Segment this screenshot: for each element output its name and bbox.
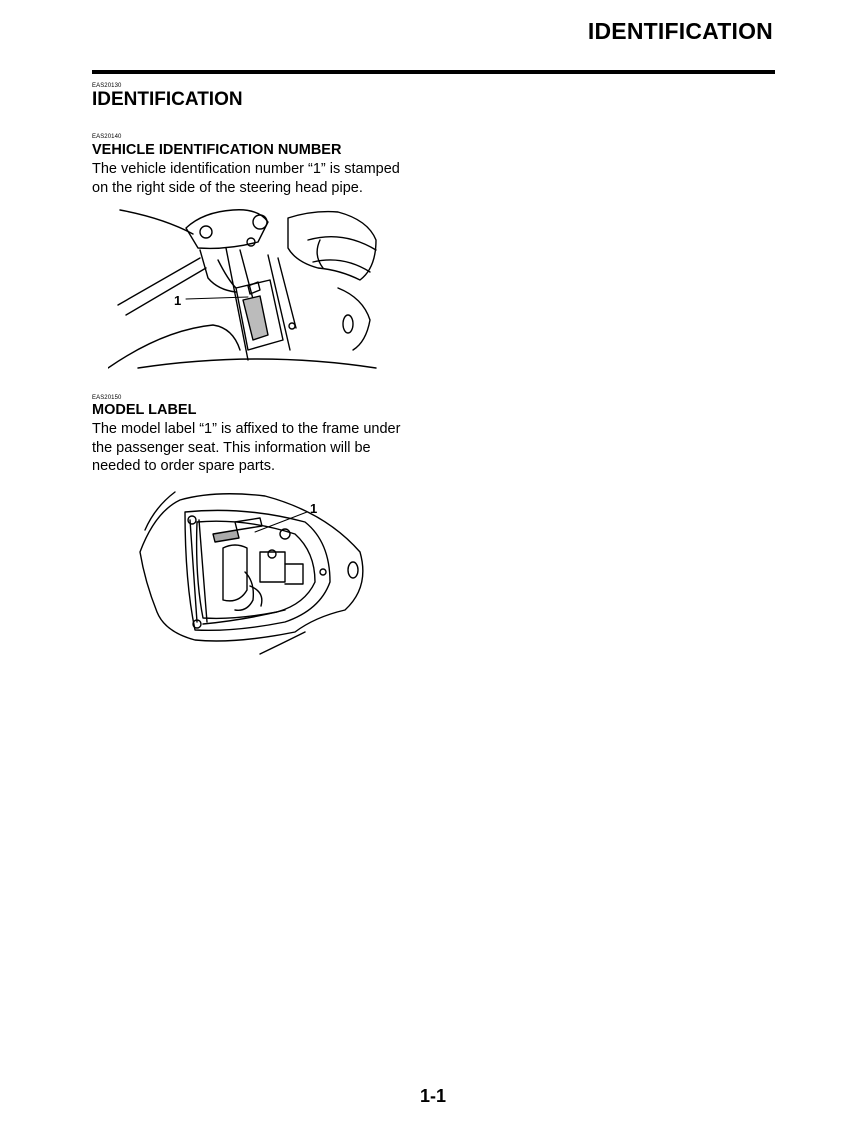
bolt-lower (289, 323, 295, 329)
section-code: EAS20130 (92, 83, 122, 89)
tank-edge (120, 210, 193, 234)
model-label-line-1: The model label “1” is affixed to the frame under (92, 421, 401, 437)
wire-harness (235, 572, 253, 610)
bolt-side (320, 569, 326, 575)
fairing-bottom (138, 359, 376, 368)
clamp-bolt-left (200, 226, 212, 238)
frame-beam-left (118, 258, 200, 305)
fork-bolt (343, 315, 353, 333)
model-label-callout-leader (255, 512, 307, 532)
page-header-title: IDENTIFICATION (587, 18, 773, 44)
vin-stamp-area (243, 296, 268, 340)
fork-cap-right (338, 288, 370, 350)
vin-description (92, 160, 422, 197)
connector (285, 564, 303, 584)
grip-end (317, 240, 323, 268)
tool-rod-2 (199, 520, 207, 622)
model-label-title: MODEL LABEL (92, 402, 197, 418)
section-title: IDENTIFICATION (92, 89, 243, 110)
model-label-sticker (213, 530, 239, 542)
fork-line-2 (268, 255, 290, 350)
handlebar-switch (288, 212, 376, 280)
clamp-bolt-right (253, 215, 267, 229)
triple-clamp (186, 210, 268, 249)
model-label-description (92, 420, 422, 476)
model-label-line-2: the passenger seat. This information will be (92, 439, 371, 456)
model-label-line-3: needed to order spare parts. (92, 458, 275, 475)
body-edge-bottom (260, 632, 305, 654)
relay-box (260, 552, 285, 582)
rod-end-top (188, 516, 196, 524)
bolt-top (268, 550, 276, 558)
fairing-lower (108, 325, 240, 368)
body-edge-top (145, 492, 175, 530)
vin-line-1: The vehicle identification number “1” is stamped (92, 161, 400, 177)
under-seat-illustration (135, 482, 375, 657)
frame-beam-left-2 (126, 268, 206, 315)
header-rule (92, 70, 775, 74)
body-clip (348, 562, 358, 578)
clamp-bolt-small (247, 238, 255, 246)
page-number: 1-1 (419, 1086, 446, 1106)
steering-head-illustration (108, 200, 383, 378)
battery (223, 545, 247, 601)
vin-title: VEHICLE IDENTIFICATION NUMBER (92, 142, 342, 158)
model-label-callout-number: 1 (310, 501, 318, 516)
vin-code: EAS20140 (92, 134, 122, 140)
vin-callout-number: 1 (174, 293, 182, 308)
head-pipe-back (278, 258, 296, 328)
model-label-code: EAS20150 (92, 395, 122, 401)
vin-line-2: on the right side of the steering head pipe. (92, 179, 363, 196)
